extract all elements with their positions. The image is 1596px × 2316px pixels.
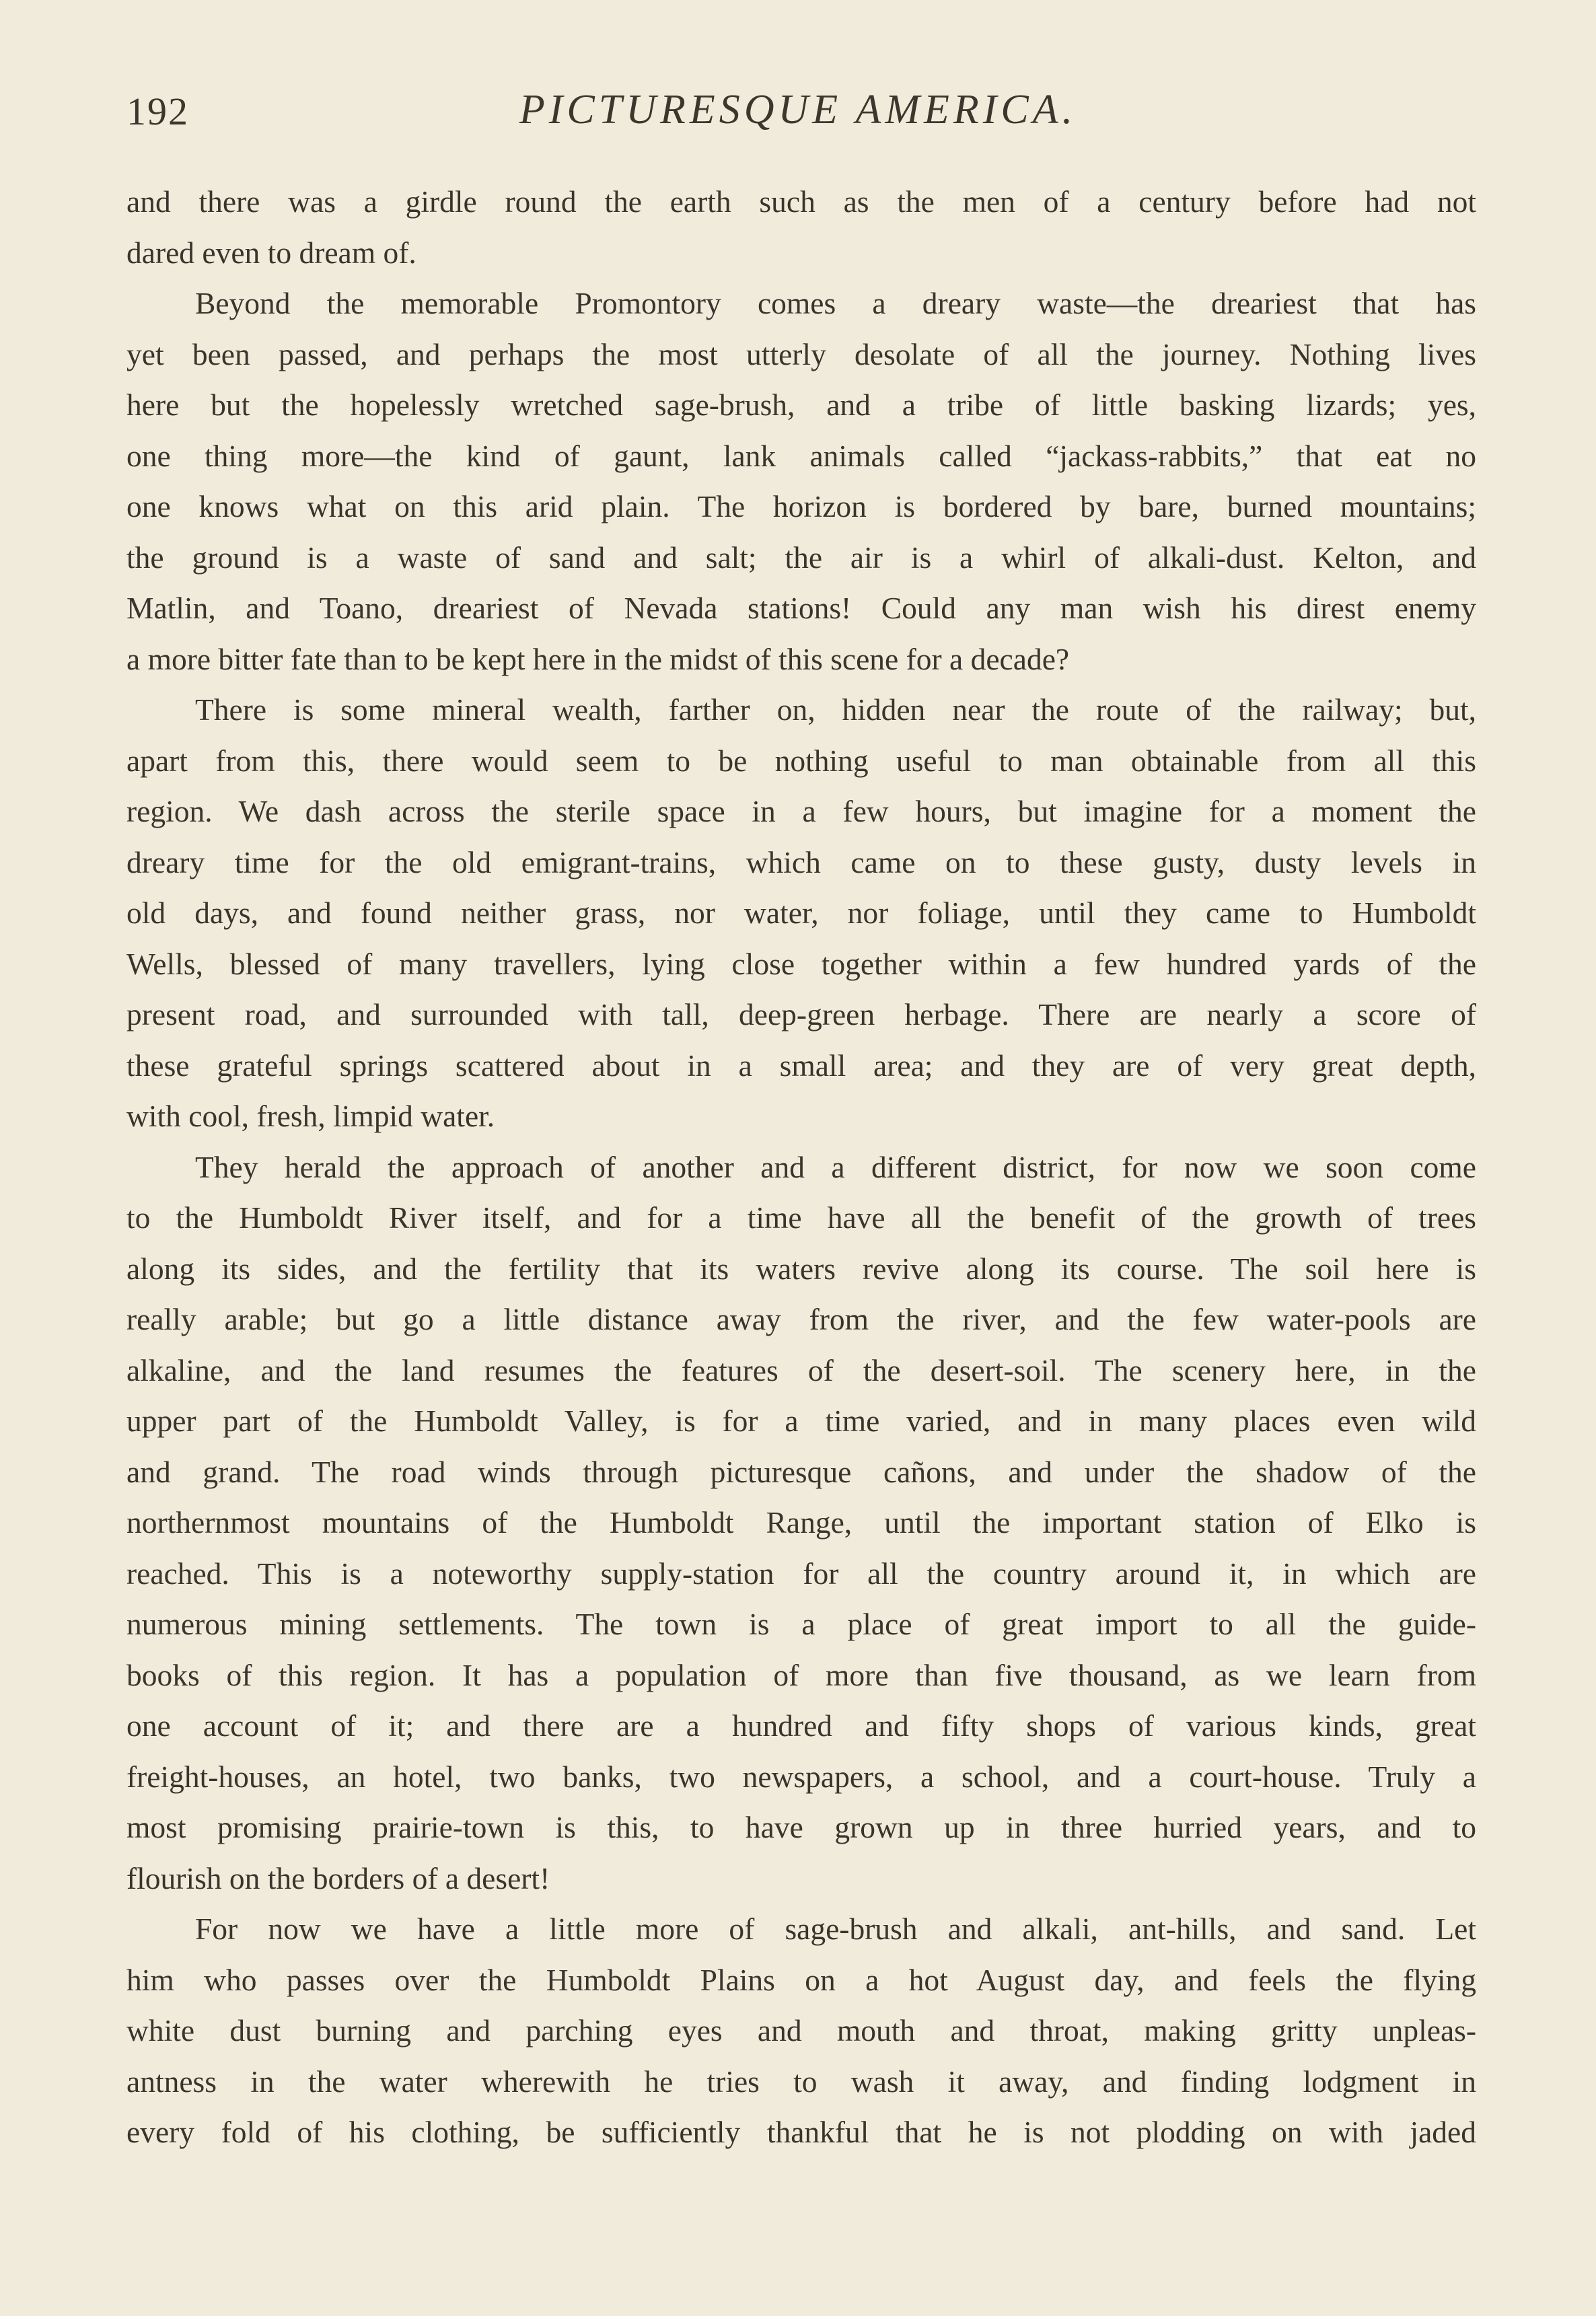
text-line: alkaline, and the land resumes the features of the desert-soil. The scenery here, in the xyxy=(126,1352,1476,1387)
text-line: him who passes over the Humboldt Plains on a hot August day, and feels the flying xyxy=(126,1962,1476,1997)
text-line: the ground is a waste of sand and salt; the air is a whirl of alkali-dust. Kelton, and xyxy=(126,540,1476,575)
text-line: with cool, fresh, limpid water. xyxy=(126,1099,495,1133)
text-line: these grateful springs scattered about in a small area; and they are of very great depth, xyxy=(126,1048,1476,1083)
text-line: Beyond the memorable Promontory comes a dreary waste—the dreariest that has xyxy=(195,286,1476,320)
text-line: old days, and found neither grass, nor water, nor foliage, until they came to Humboldt xyxy=(126,896,1476,930)
running-head: PICTURESQUE AMERICA. xyxy=(519,87,1077,133)
page-number: 192 xyxy=(126,89,189,133)
text-line: and there was a girdle round the earth such as the men of a century before had not xyxy=(126,184,1476,219)
text-line: upper part of the Humboldt Valley, is for a time varied, and in many places even wild xyxy=(126,1404,1476,1438)
text-line: reached. This is a noteworthy supply-station for all the country around it, in which are xyxy=(126,1556,1476,1591)
text-line: white dust burning and parching eyes and mouth and throat, making gritty unpleas- xyxy=(126,2013,1476,2048)
text-line: northernmost mountains of the Humboldt Range, until the important station of Elko is xyxy=(126,1505,1476,1540)
text-line: yet been passed, and perhaps the most utterly desolate of all the journey. Nothing lives xyxy=(126,336,1476,371)
text-line: one knows what on this arid plain. The horizon is bordered by bare, burned mountains; xyxy=(126,489,1476,523)
text-line: apart from this, there would seem to be nothing useful to man obtainable from all this xyxy=(126,743,1476,778)
text-line: numerous mining settlements. The town is a place of great import to all the guide- xyxy=(126,1607,1476,1641)
text-line: most promising prairie-town is this, to have grown up in three hurried years, and to xyxy=(126,1810,1476,1844)
text-line: dared even to dream of. xyxy=(126,235,416,270)
text-line: a more bitter fate than to be kept here in the midst of this scene for a decade? xyxy=(126,641,1070,676)
text-line: one thing more—the kind of gaunt, lank animals called “jackass-rabbits,” that eat no xyxy=(126,438,1476,473)
text-line: along its sides, and the fertility that its waters revive along its course. The soil here is xyxy=(126,1251,1476,1286)
text-line: dreary time for the old emigrant-trains, which came on to these gusty, dusty levels in xyxy=(126,844,1476,879)
text-line: books of this region. It has a population of more than five thousand, as we learn from xyxy=(126,1657,1476,1692)
text-line: freight-houses, an hotel, two banks, two newspapers, a school, and a court-house. Truly a xyxy=(126,1759,1476,1794)
body-text xyxy=(126,176,1476,2158)
text-line: Wells, blessed of many travellers, lying close together within a few hundred yards of the xyxy=(126,946,1476,981)
text-line: Matlin, and Toano, dreariest of Nevada stations! Could any man wish his direst enemy xyxy=(126,591,1476,625)
text-line: They herald the approach of another and a different district, for now we soon come xyxy=(195,1149,1476,1184)
text-line: here but the hopelessly wretched sage-brush, and a tribe of little basking lizards; yes, xyxy=(126,388,1476,422)
text-line: For now we have a little more of sage-brush and alkali, ant-hills, and sand. Let xyxy=(195,1912,1476,1946)
text-line: present road, and surrounded with tall, deep-green herbage. There are nearly a score of xyxy=(126,997,1476,1032)
text-line: to the Humboldt River itself, and for a time have all the benefit of the growth of trees xyxy=(126,1200,1476,1235)
text-line: There is some mineral wealth, farther on, hidden near the route of the railway; but, xyxy=(195,692,1476,727)
text-line: and grand. The road winds through picturesque cañons, and under the shadow of the xyxy=(126,1454,1476,1489)
text-line: region. We dash across the sterile space in a few hours, but imagine for a moment the xyxy=(126,794,1476,828)
text-line: one account of it; and there are a hundred and fifty shops of various kinds, great xyxy=(126,1708,1476,1743)
text-line: every fold of his clothing, be sufficiently thankful that he is not plodding on with jaded xyxy=(126,2115,1476,2149)
text-line: really arable; but go a little distance away from the river, and the few water-pools are xyxy=(126,1302,1476,1336)
text-line: antness in the water wherewith he tries to wash it away, and finding lodgment in xyxy=(126,2064,1476,2099)
text-line: flourish on the borders of a desert! xyxy=(126,1860,550,1895)
